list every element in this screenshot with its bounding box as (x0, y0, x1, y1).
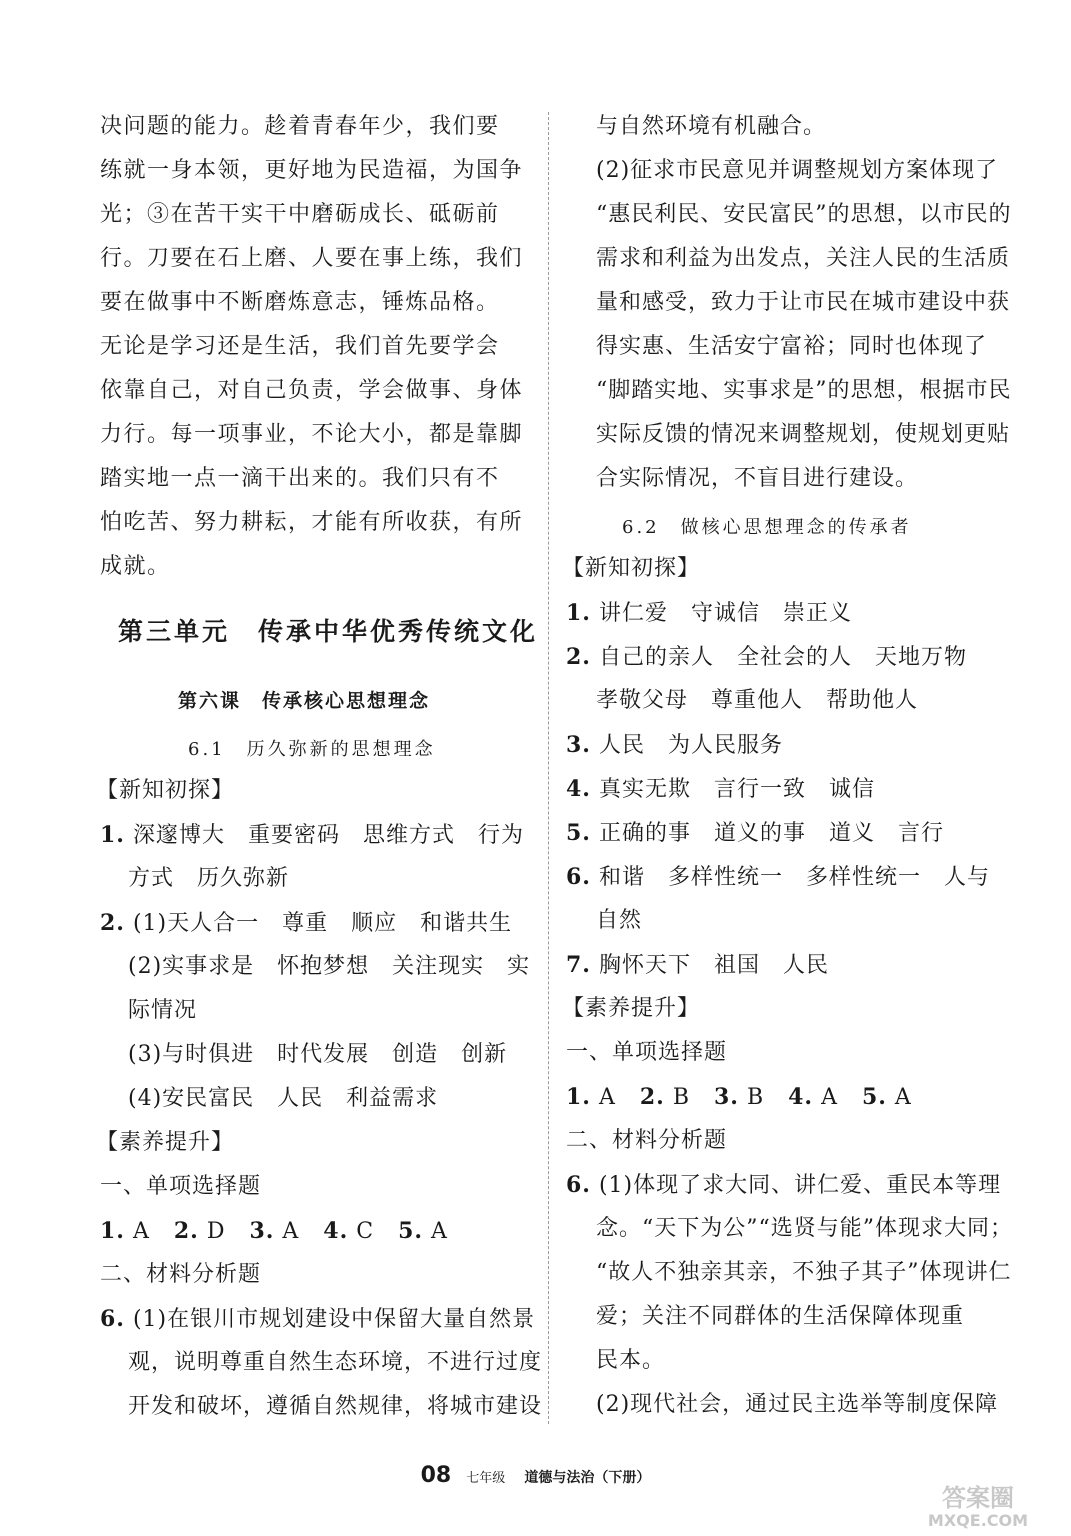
paragraph-line: 需求和利益为出发点，关注人民的生活质 (596, 246, 1011, 271)
choice-answers (100, 1216, 448, 1247)
choice-number: 2. (639, 1084, 665, 1110)
answer-item (566, 950, 829, 981)
answer-item-cont: 孝敬父母 尊重他人 帮助他人 (596, 688, 919, 713)
paragraph-line: 与自然环境有机融合。 (596, 114, 827, 139)
paragraph-line: 怕吃苦、努力耕耘，才能有所收获，有所 (100, 510, 524, 535)
choice-answers (566, 1082, 912, 1113)
choice-answer: A (894, 1085, 912, 1110)
paragraph-line: 踏实地一点一滴干出来的。我们只有不 (100, 466, 500, 491)
material-heading: 二、材料分析题 (100, 1262, 262, 1287)
item-number: 3. (566, 732, 591, 758)
lesson-title: 第六课 传承核心思想理念 (178, 690, 431, 712)
item-number: 5. (566, 820, 591, 846)
answer-item (566, 1170, 1001, 1201)
choice-number: 1. (566, 1084, 591, 1110)
choice-number: 4. (323, 1218, 349, 1244)
xinzhi-heading: 【新知初探】 (96, 778, 235, 803)
item-number: 1. (100, 822, 125, 848)
item-text: 自己的亲人 全社会的人 天地万物 (598, 645, 967, 670)
suyang-heading: 【素养提升】 (562, 996, 701, 1021)
item-text: 胸怀天下 祖国 人民 (598, 953, 829, 978)
answer-item-cont: (4)安民富民 人民 利益需求 (128, 1086, 439, 1111)
item-number: 6. (566, 864, 591, 890)
watermark-text-top: 答案圈 (942, 1484, 1014, 1512)
item-text: 讲仁爱 守诚信 崇正义 (598, 601, 852, 626)
item-text: 真实无欺 言行一致 诚信 (598, 777, 875, 802)
item-number: 1. (566, 600, 591, 626)
paragraph-line: 依靠自己，对自己负责，学会做事、身体 (100, 378, 524, 403)
column-divider (548, 112, 549, 1424)
choice-answer: D (206, 1219, 226, 1244)
answer-item (566, 774, 875, 805)
item-text: 人民 为人民服务 (598, 733, 783, 758)
paragraph-line: “脚踏实地、实事求是”的思想，根据市民 (596, 378, 1012, 403)
item-number: 2. (566, 644, 591, 670)
item-number: 4. (566, 776, 591, 802)
choice-answer: B (746, 1085, 765, 1110)
answer-item (100, 1304, 535, 1335)
paragraph-line: “惠民利民、安民富民”的思想，以市民的 (596, 202, 1012, 227)
paragraph-line: 得实惠、生活安宁富裕；同时也体现了 (596, 334, 988, 359)
item-text: 正确的事 道义的事 道义 言行 (598, 821, 944, 846)
choice-answer: A (282, 1219, 300, 1244)
answer-item-cont: 爱；关注不同群体的生活保障体现重 (596, 1304, 965, 1329)
page-number: 08 (420, 1463, 452, 1488)
answer-item (566, 642, 967, 673)
item-text: (1)在银川市规划建设中保留大量自然景 (132, 1307, 536, 1332)
paragraph-line: 练就一身本领，更好地为民造福，为国争 (100, 158, 524, 183)
xinzhi-heading: 【新知初探】 (562, 556, 701, 581)
answer-item-cont: 念。“天下为公”“选贤与能”体现求大同； (596, 1216, 1013, 1241)
choice-number: 1. (100, 1218, 125, 1244)
choice-answer: B (672, 1085, 690, 1110)
item-text: 深邃博大 重要密码 思维方式 行为 (132, 823, 524, 848)
choice-number: 3. (713, 1084, 739, 1110)
paragraph-line: 光；③在苦干实干中磨砺成长、砥砺前 (100, 202, 500, 227)
paragraph-line: 实际反馈的情况来调整规划，使规划更贴 (596, 422, 1011, 447)
item-number: 6. (100, 1306, 125, 1332)
watermark-text-bottom: MXQE.COM (927, 1511, 1029, 1530)
item-text: (1)天人合一 尊重 顺应 和谐共生 (132, 911, 513, 936)
answer-item (100, 820, 524, 851)
answer-item-cont: (2)实事求是 怀抱梦想 关注现实 实 (128, 954, 531, 979)
choice-number: 5. (398, 1218, 424, 1244)
choice-answer: A (598, 1085, 616, 1110)
answer-item (100, 908, 512, 939)
choice-number: 5. (861, 1084, 887, 1110)
answer-item-cont: 方式 历久弥新 (128, 866, 290, 891)
item-number: 7. (566, 952, 591, 978)
answer-item-cont: (2)现代社会，通过民主选举等制度保障 (596, 1392, 999, 1417)
answer-item-cont: (3)与时俱进 时代发展 创造 创新 (128, 1042, 508, 1067)
item-text: (1)体现了求大同、讲仁爱、重民本等理 (598, 1173, 1002, 1198)
paragraph-line: 决问题的能力。趁着青春年少，我们要 (100, 114, 500, 139)
paragraph-line: 力行。每一项事业，不论大小，都是靠脚 (100, 422, 524, 447)
choice-number: 3. (249, 1218, 275, 1244)
subject-label: 道德与法治（下册） (524, 1470, 651, 1486)
answer-item (566, 730, 783, 761)
choice-answer: A (431, 1219, 448, 1244)
paragraph-line: 行。刀要在石上磨、人要在事上练，我们 (100, 246, 524, 271)
paragraph-line: 成就。 (100, 554, 171, 579)
choice-answer: C (356, 1219, 375, 1244)
item-number: 2. (100, 910, 125, 936)
answer-item-cont: 观，说明尊重自然生态环境，不进行过度 (128, 1350, 543, 1375)
suyang-heading: 【素养提升】 (96, 1130, 235, 1155)
paragraph-line: 量和感受，致力于让市民在城市建设中获 (596, 290, 1011, 315)
answer-item-cont: 民本。 (596, 1348, 666, 1373)
paragraph-line: 要在做事中不断磨炼意志，锤炼品格。 (100, 290, 500, 315)
paragraph-line: 无论是学习还是生活，我们首先要学会 (100, 334, 500, 359)
answer-item-cont: 开发和破坏，遵循自然规律，将城市建设 (128, 1394, 543, 1419)
choice-number: 4. (788, 1084, 814, 1110)
watermark-logo (903, 1482, 1053, 1530)
unit-title: 第三单元 传承中华优秀传统文化 (118, 617, 539, 646)
item-number: 6. (566, 1172, 591, 1198)
answer-item-cont: 自然 (596, 908, 643, 933)
grade-label: 七年级 (466, 1471, 506, 1486)
section-title: 6.1 历久弥新的思想理念 (188, 739, 436, 760)
answer-item (566, 818, 944, 849)
item-text: 和谐 多样性统一 多样性统一 人与 (598, 865, 990, 890)
paragraph-line: 合实际情况，不盲目进行建设。 (596, 466, 919, 491)
material-heading: 二、材料分析题 (566, 1128, 728, 1153)
single-choice-heading: 一、单项选择题 (100, 1174, 262, 1199)
paragraph-line: (2)征求市民意见并调整规划方案体现了 (596, 158, 999, 183)
answer-item (566, 598, 852, 629)
choice-number: 2. (173, 1218, 199, 1244)
section-title: 6.2 做核心思想理念的传承者 (622, 517, 912, 538)
answer-item-cont: “故人不独亲其亲，不独子其子”体现讲仁 (596, 1260, 1012, 1285)
answer-item (566, 862, 990, 893)
choice-answer: A (821, 1085, 838, 1110)
single-choice-heading: 一、单项选择题 (566, 1040, 728, 1065)
answer-item-cont: 际情况 (128, 998, 198, 1023)
choice-answer: A (132, 1219, 150, 1244)
